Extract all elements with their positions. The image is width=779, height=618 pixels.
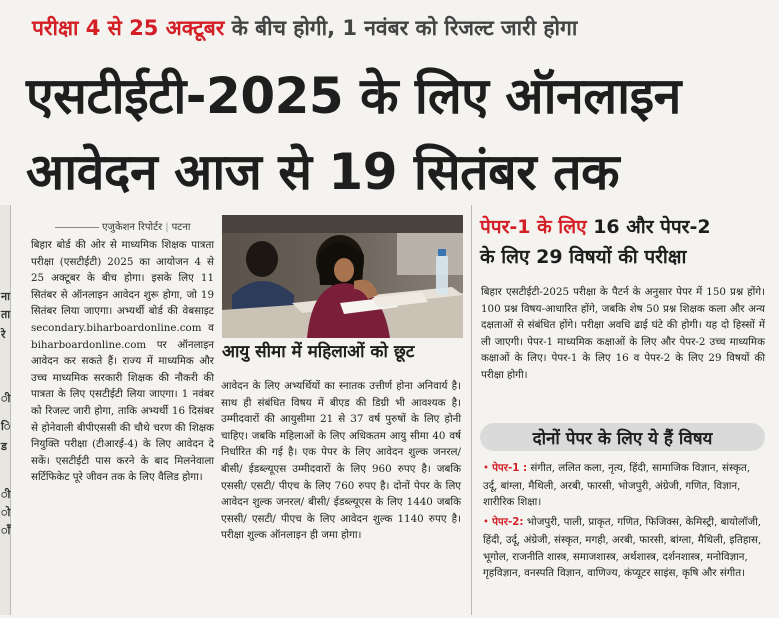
bullet-icon: • [483, 463, 493, 474]
photo-caption-subhead: आयु सीमा में महिलाओं को छूट [222, 342, 415, 362]
story-column-1: बिहार बोर्ड की ओर से माध्यमिक शिक्षक पात्रता परीक्षा (एसटीईटी) 2025 का आयोजन 4 से 25 अक्टूबर के बीच होगा। इसके लिए 11 सितंबर से ऑनलाइन आवेदन शुरू होगा, जो 19 सितंबर लिया जाएगा। अभ्यर्थी बोर्ड की वेबसाइट secondary.biharboardonline.com व biharboardonline.com पर ऑनलाइन आवेदन कर सकते हैं। राज्य में माध्यमिक और उच्च माध्यमिक सरकारी शिक्षक की नौकरी की पात्रता के लिए एसटीईटी लिया जाएगा। 1 नवंबर को रिजल्ट जारी होगा, ताकि अभ्यर्थी 16 दिसंबर से होनेवाली बीपीएससी की चौथे चरण की शिक्षक नियुक्ति परीक्षा (टीआरई-4) के लिए आवेदन दे सकें। एसटीईटी पास करने के बाद मिलनेवाला सर्टिफिकेट पूरे जीवन तक के लिए वैलिड होगा। [31, 239, 214, 484]
strip-fragment: रे [1, 328, 6, 341]
side-story-body: बिहार एसटीईटी-2025 परीक्षा के पैटर्न के अनुसार पेपर में 150 प्रश्न होंगे। 100 प्रश्न विषय-आधारित होंगे, जबकि शेष 50 प्रश्न शिक्षक कला और अन्य दक्षताओं से संबंधित होंगे। परीक्षा अवधि ढाई घंटे की होगी। यह दो हिस्सों में ली जाएगी। पेपर-1 माध्यमिक कक्षाओं के लिए और पेपर-2 उच्च माध्यमिक कक्षाओं के लिए। पेपर-1 के लिए 16 व पेपर-2 के लिए 29 विषयों की परीक्षा होगी। [481, 286, 765, 381]
kicker-highlight: परीक्षा 4 से 25 अक्टूबर [32, 16, 225, 40]
side-headline-highlight: पेपर-1 के लिए [480, 216, 587, 238]
kicker-line [0, 0, 779, 44]
strip-fragment: ी [1, 488, 11, 501]
strip-fragment: ाँ [1, 524, 11, 537]
list-item [481, 460, 767, 511]
strip-fragment: ी [1, 392, 11, 405]
list-item [481, 514, 767, 582]
headline-line-2: आवेदन आज से 19 सितंबर तक [26, 143, 619, 201]
paper-1-subjects: संगीत, ललित कला, नृत्य, हिंदी, सामाजिक विज्ञान, संस्कृत, उर्दू, बांग्ला, मैथिली, अरबी, फारसी, भोजपुरी, अंग्रेजी, गणित, विज्ञान, शारीरिक शिक्षा। [483, 462, 751, 509]
story-column-2: आवेदन के लिए अभ्यर्थियों का स्नातक उत्तीर्ण होना अनिवार्य है। साथ ही संबंधित विषय में बीएड की डिग्री भी आवश्यक है। उम्मीदवारों की आयुसीमा 21 से 37 वर्ष पुरुषों के लिए होनी चाहिए। जबकि महिलाओं के लिए अधिकतम आयु सीमा 40 वर्ष निर्धारित की गई है। एक पेपर के लिए आवेदन शुल्क जनरल/ बीसी/ ईडब्ल्यूएस उम्मीदवारों के लिए 960 रुपए है। जबकि एससी/ एसटी/ पीएच के लिए 760 रुपए है। दोनों पेपर के लिए आवेदन शुल्क जनरल/ बीसी/ ईडब्ल्यूएस के लिए 1440 जबकि एससी/ एसटी/ पीएच के लिए आवेदन शुल्क 1140 रुपए है। परीक्षा शुल्क ऑनलाइन ही जमा होगा। [221, 380, 461, 542]
subjects-list [481, 460, 767, 585]
subjects-title: दोनों पेपर के लिए ये हैं विषय [532, 429, 713, 449]
strip-fragment: ि [1, 420, 11, 433]
byline-city: पटना [171, 222, 191, 233]
side-headline-part: 16 और पेपर-2 [586, 216, 711, 238]
paper-1-label: पेपर-1 : [492, 462, 528, 474]
exam-hall-photo [222, 215, 463, 338]
side-headline-line-2: के लिए 29 विषयों की परीक्षा [480, 246, 687, 268]
kicker-text [32, 14, 577, 42]
column-divider [471, 205, 472, 615]
paper-2-subjects: भोजपुरी, पाली, प्राकृत, गणित, फिजिक्स, केमिस्ट्री, बायोलॉजी, हिंदी, उर्दू, अंग्रेजी, संस्कृत, मगही, अरबी, फारसी, बांग्ला, मैथिली, इतिहास, भूगोल, राजनीति शास्त्र, समाजशास्त्र, अर्थशास्त्र, दर्शनशास्त्र, मनोविज्ञान, गृहविज्ञान, वनस्पति विज्ञान, वाणिज्य, कंप्यूटर साइंस, कृषि और संगीत। [483, 516, 762, 580]
byline-reporter: एजुकेशन रिपोर्टर [102, 222, 163, 233]
adjacent-column-strip [0, 205, 11, 615]
strip-fragment: ो [1, 506, 11, 519]
strip-fragment: ता [1, 308, 11, 321]
bullet-icon: • [483, 517, 493, 529]
headline-line-1: एसटीईटी-2025 के लिए ऑनलाइन [26, 67, 681, 125]
strip-fragment: ना [1, 290, 10, 303]
side-story-headline [480, 212, 770, 272]
kicker-rest: के बीच होगी, 1 नवंबर को रिजल्ट जारी होगा [224, 16, 578, 40]
byline: एजुकेशन रिपोर्टर | पटना [55, 219, 191, 233]
paper-2-label: पेपर-2: [492, 516, 524, 529]
strip-fragment: ड [1, 440, 7, 453]
